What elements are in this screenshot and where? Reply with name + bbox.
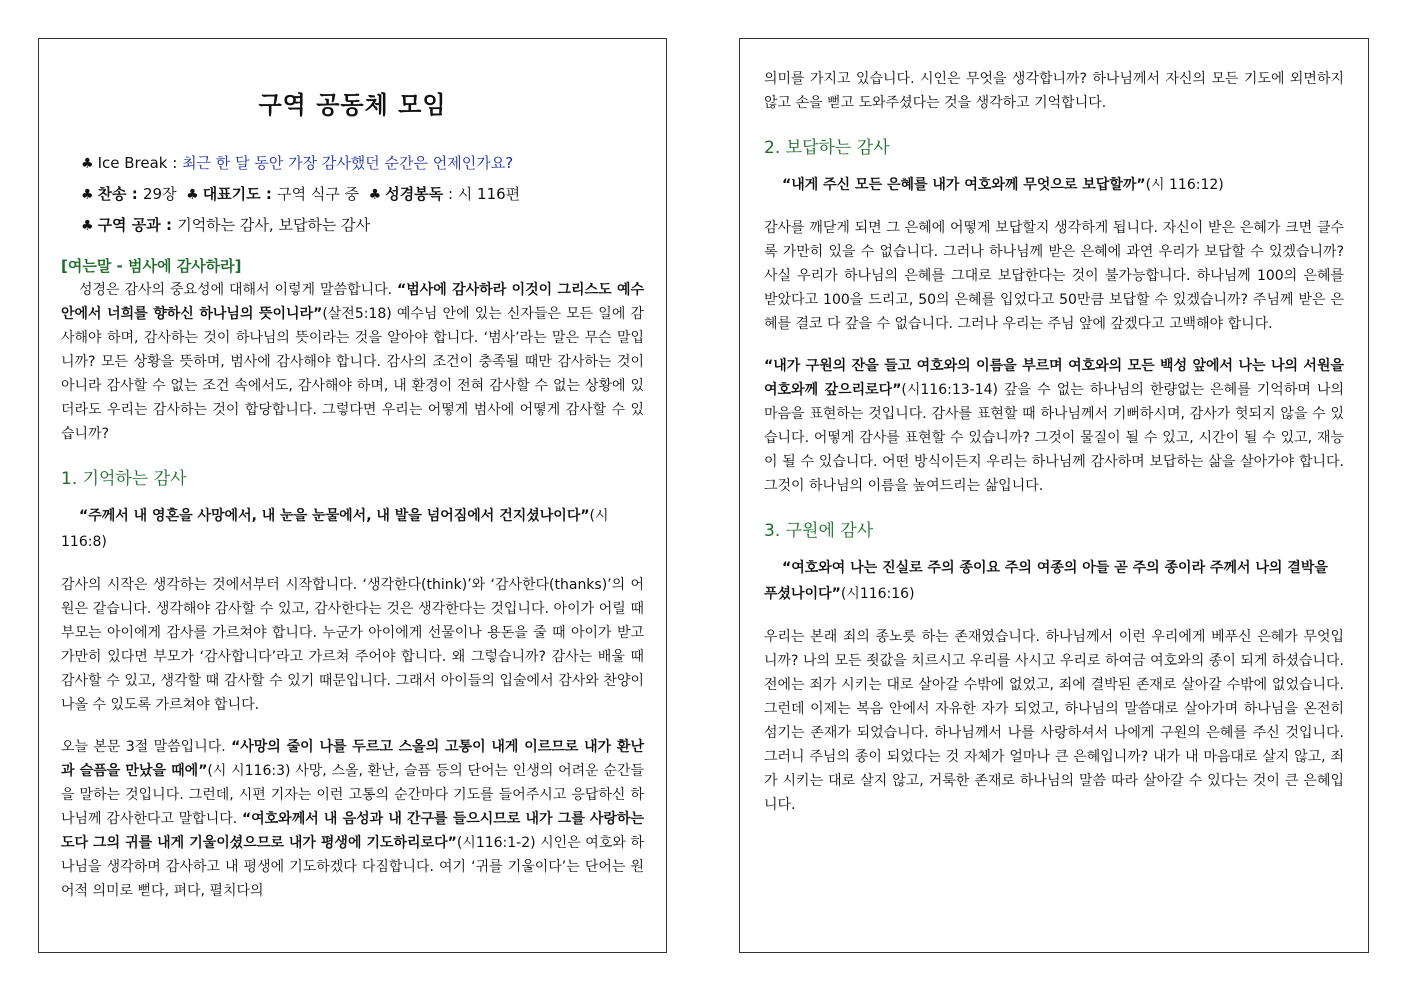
club-suit-icon: ♣ [81,218,94,234]
prayer-label: 대표기도 : [202,185,278,203]
section-2-heading: 2. 보답하는 감사 [764,138,890,158]
intro-paragraph: 성경은 감사의 중요성에 대해서 이렇게 말씀합니다. “범사에 감사하라 이것이 그리스도 예수 안에서 너희를 향하신 하나님의 뜻이니라”(살전5:18) 예수님 안에 있는 신자들은 모든 일에 감사해야 하며, 감사하는 것이 하나님의 뜻이라는 것을 알아야 합니다. ‘범사’라는 말은 무슨 말입니까? 모든 상황을 뜻하며, 범사에 감사해야 합니다. 감사의 조건이 충족될 때만 감사하는 것이 아니라 감사할 수 없는 조건 속에서도, 감사해야 하며, 내 환경이 전혀 감사할 수 없는 상황에 있더라도 우리는 감사하는 것이 합당합니다. 그렇다면 우리는 어떻게 범사에 어떻게 감사할 수 있습니까? [61,282,644,442]
lesson-label: 구역 공과 : [97,216,178,234]
section-1-quote-2: “사망의 줄이 나를 두르고 스올의 고통이 내게 이르므로 내가 환난과 슬픔을 만났을 때에” [61,739,644,779]
section-2-paragraph-2: “내가 구원의 잔을 들고 여호와의 이름을 부르며 여호와의 모든 백성 앞에서 나는 나의 서원을 여호와께 갚으리로다”(시116:13-14) 갚을 수 없는 하나님의 한량없는 은혜를 기억하며 나의 마음을 표현하는 것입니다. 감사를 표현할 때 하나님께서 기뻐하시며, 감사가 헛되지 않을 수 있습니다. 어떻게 감사를 표현할 수 있습니까? 그것이 물질이 될 수 있고, 시간이 될 수 있고, 재능이 될 수 있습니다. 어떤 방식이든지 우리는 하나님께 감사하며 보답하는 삶을 살아가야 합니다. 그것이 하나님의 이름을 높여드리는 삶입니다. [764,358,1344,494]
ice-break-colon: : [167,154,183,172]
club-suit-icon: ♣ [81,156,94,172]
intro-quote: “범사에 감사하라 이것이 그리스도 예수 안에서 너희를 향하신 하나님의 뜻이니라” [61,282,644,322]
lesson-line [81,210,644,241]
section-2-quote-ref: (시 116:12) [1145,177,1224,193]
section-1-quote-ref: (시 116:8) [61,508,609,550]
page-title: 구역 공동체 모임 [258,91,447,119]
lesson-value: 기억하는 감사, 보답하는 감사 [177,216,371,234]
left-page [38,38,667,953]
section-1-quote-3: “여호와께서 내 음성과 내 간구를 들으시므로 내가 그를 사랑하는도다 그의 귀를 내게 기울이셨으므로 내가 평생에 기도하리로다” [61,811,644,851]
section-3-paragraph-1: 우리는 본래 죄의 종노릇 하는 존재였습니다. 하나님께서 이런 우리에게 베푸신 은혜가 무엇입니까? 나의 모든 죗값을 치르시고 우리를 사시고 우리로 하여금 여호와의 종이 되게 하셨습니다. 전에는 죄가 시키는 대로 살아갈 수밖에 없었고, 죄에 결박된 존재로 살아갈 수밖에 없었습니다. 그런데 이제는 복음 안에서 자유한 자가 되었고, 하나님의 말씀대로 살아가며 하나님을 온전히 섬기는 존재가 되었습니다. 하나님께서 나를 사랑하셔서 나에게 구원의 은혜를 주신 것입니다. 그러니 주님의 종이 되었다는 것 자체가 얼마나 큰 은혜입니까? 내가 내 마음대로 살지 않고, 죄가 시키는 대로 살지 않고, 거룩한 존재로 하나님의 말씀 따라 살아갈 수 있다는 것이 큰 은혜입니다. [764,629,1344,813]
right-page [739,38,1369,953]
section-2-quote: “내게 주신 모든 은혜를 내가 여호와께 무엇으로 보답할까”(시 116:12) [782,177,1224,193]
reading-label: 성경봉독 [385,185,444,203]
section-1-paragraph-1: 감사의 시작은 생각하는 것에서부터 시작합니다. ‘생각한다(think)’와 ‘감사한다(thanks)’의 어원은 같습니다. 생각해야 감사할 수 있고, 감사한다는 것은 생각한다는 것입니다. 아이가 어릴 때 부모는 아이에게 감사를 가르쳐야 합니다. 누군가 아이에게 선물이나 용돈을 줄 때 아이가 받고 가만히 있다면 부모가 ‘감사합니다’라고 가르쳐 주어야 합니다. 왜 그렇습니까? 감사는 배울 때 감사할 수 있고, 생각할 때 감사할 수 있기 때문입니다. 그래서 아이들의 입술에서 감사와 찬양이 나올 수 있도록 가르쳐야 합니다. [61,577,644,713]
section-2-quote-2: “내가 구원의 잔을 들고 여호와의 이름을 부르며 여호와의 모든 백성 앞에서 나는 나의 서원을 여호와께 갚으리로다” [764,358,1344,398]
hymn-value: 29장 [143,185,177,203]
hymn-label: 찬송 : [97,185,143,203]
club-suit-icon: ♣ [81,187,94,203]
section-1-paragraph-2: 오늘 본문 3절 말씀입니다. “사망의 줄이 나를 두르고 스올의 고통이 내게 이르므로 내가 환난과 슬픔을 만났을 때에”(시 시116:3) 사망, 스올, 환난, 슬픔 등의 단어는 인생의 어려운 순간들을 말하는 것입니다. 그런데, 시편 기자는 이런 고통의 순간마다 기도를 들어주시고 응답하신 하나님께 감사한다고 말합니다. “여호와께서 내 음성과 내 간구를 들으시므로 내가 그를 사랑하는도다 그의 귀를 내게 기울이셨으므로 내가 평생에 기도하리로다”(시116:1-2) 시인은 여호와 하나님을 생각하며 감사하고 내 평생에 기도하겠다 다짐합니다. 여기 ‘귀를 기울이다’는 단어는 원어적 의미로 뻗다, 펴다, 펼치다의 [61,739,644,899]
section-2-paragraph-1: 감사를 깨닫게 되면 그 은혜에 어떻게 보답할지 생각하게 됩니다. 자신이 받은 은혜가 크면 클수록 가만히 있을 수 없습니다. 그러나 하나님께 받은 은혜에 과연 우리가 보답할 수 있겠습니까? 사실 우리가 하나님의 은혜를 그대로 보답한다는 것이 불가능합니다. 하나님께 100의 은혜를 받았다고 100을 드리고, 50의 은혜를 입었다고 50만큼 보답할 수 있겠습니까? 주님께 받은 은혜를 결코 다 갚을 수 없습니다. 그러나 우리는 주님 앞에 갚겠다고 고백해야 합니다. [764,220,1344,332]
intro-heading: [여는말 - 범사에 감사하라] [61,257,242,275]
ice-break-question: 최근 한 달 동안 가장 감사했던 순간은 언제인가요? [182,154,514,172]
prayer-value: 구역 식구 중 [277,185,360,203]
meeting-info [61,148,644,241]
section-3-quote: “여호와여 나는 진실로 주의 종이요 주의 여종의 아들 곧 주의 종이라 주께서 나의 결박을 푸셨나이다”(시116:16) [764,560,1328,602]
continued-paragraph: 의미를 가지고 있습니다. 시인은 무엇을 생각합니까? 하나님께서 자신의 모든 기도에 외면하지 않고 손을 뻗고 도와주셨다는 것을 생각하고 기억합니다. [764,71,1344,111]
club-suit-icon: ♣ [368,187,382,203]
ice-break-label: Ice Break [97,154,168,172]
hymn-prayer-reading-line [81,179,644,210]
section-3-heading: 3. 구원에 감사 [764,521,874,541]
section-1-quote: “주께서 내 영혼을 사망에서, 내 눈을 눈물에서, 내 발을 넘어짐에서 건지셨나이다”(시 116:8) [61,508,609,550]
reading-value: : 시 116편 [443,185,521,203]
ice-break-line [81,148,644,179]
club-suit-icon: ♣ [186,187,199,203]
section-1-heading: 1. 기억하는 감사 [61,469,187,489]
section-3-quote-ref: (시116:16) [840,586,915,602]
